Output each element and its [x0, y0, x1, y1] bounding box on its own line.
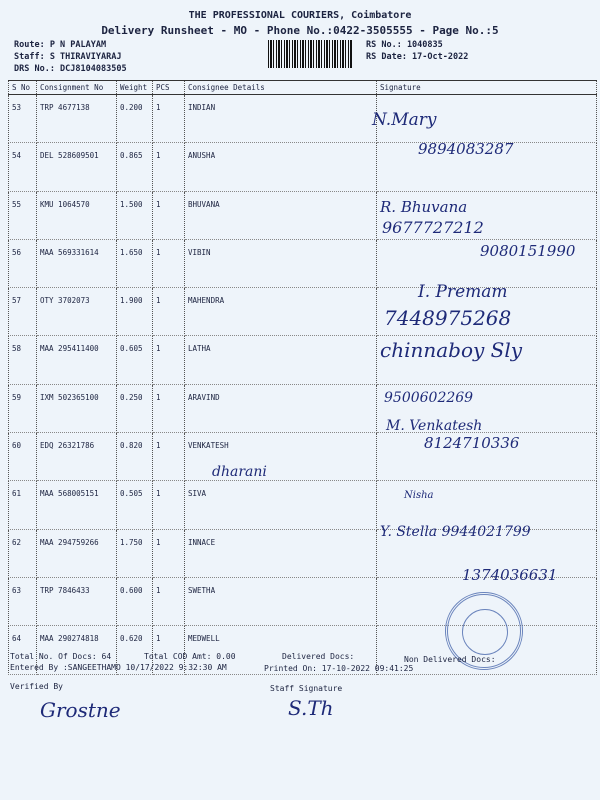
handwritten-signature: I. Premam [418, 282, 508, 302]
delivered-docs: Delivered Docs: [282, 652, 355, 661]
cell-consignee: INDIAN [185, 95, 377, 143]
handwritten-phone: 7448975268 [384, 306, 512, 330]
rs-number: RS No.: 1040835 [366, 40, 443, 50]
cell-pcs: 1 [153, 143, 185, 191]
cell-pcs: 1 [153, 577, 185, 625]
table-row [9, 191, 597, 239]
verified-by-label: Verified By [10, 682, 63, 691]
handwritten-signature: Nisha [404, 490, 434, 501]
consignment-table [8, 80, 597, 675]
cell-weight: 1.750 [117, 529, 153, 577]
cell-consignment: MAA 569331614 [37, 239, 117, 287]
cell-signature [377, 481, 597, 529]
staff-signature-label: Staff Signature [270, 684, 343, 693]
cell-sno: 60 [9, 433, 37, 481]
cell-sno: 57 [9, 288, 37, 336]
cell-sno: 63 [9, 577, 37, 625]
drs-number: DRS No.: DCJ8104083505 [14, 64, 127, 74]
cell-consignee: ANUSHA [185, 143, 377, 191]
table-row [9, 384, 597, 432]
col-consignment: Consignment No [37, 81, 117, 95]
cell-pcs: 1 [153, 529, 185, 577]
cell-weight: 0.600 [117, 577, 153, 625]
cell-consignment: TRP 4677138 [37, 95, 117, 143]
route-label: Route: P N PALAYAM [14, 40, 107, 50]
handwritten-name: dharani [212, 464, 267, 480]
cell-consignee: ARAVIND [185, 384, 377, 432]
cell-consignment: MAA 294759266 [37, 529, 117, 577]
cell-sno: 64 [9, 626, 37, 674]
cell-pcs: 1 [153, 481, 185, 529]
cell-consignment: DEL 528609501 [37, 143, 117, 191]
cell-consignee: INNACE [185, 529, 377, 577]
handwritten-phone: 8124710336 [424, 434, 520, 452]
cell-pcs: 1 [153, 288, 185, 336]
cell-sno: 55 [9, 191, 37, 239]
cell-consignee: VIBIN [185, 239, 377, 287]
cell-consignee: BHUVANA [185, 191, 377, 239]
cell-pcs: 1 [153, 191, 185, 239]
cell-sno: 56 [9, 239, 37, 287]
cell-pcs: 1 [153, 239, 185, 287]
barcode [268, 40, 352, 68]
cell-consignee: MAHENDRA [185, 288, 377, 336]
cell-consignment: MAA 295411400 [37, 336, 117, 384]
cell-consignee: VENKATESH [185, 433, 377, 481]
cell-consignee: SIVA [185, 481, 377, 529]
cell-pcs: 1 [153, 336, 185, 384]
entered-by: Entered By :SANGEETHAMO 10/17/2022 9:32:30 AM [10, 663, 227, 672]
table-row [9, 481, 597, 529]
handwritten-signature: Y. Stella 9944021799 [380, 524, 531, 540]
handwritten-phone: 9677727212 [382, 218, 484, 237]
staff-signature: S.Th [288, 696, 334, 720]
col-signature: Signature [377, 81, 597, 95]
printed-on: Printed On: 17-10-2022 09:41:25 [264, 664, 414, 673]
handwritten-signature: R. Bhuvana [380, 198, 468, 216]
verified-signature: Grostne [40, 698, 121, 722]
cell-consignment: OTY 3702073 [37, 288, 117, 336]
cell-weight: 0.200 [117, 95, 153, 143]
cell-consignee: MEDWELL [185, 626, 377, 674]
cell-pcs: 1 [153, 433, 185, 481]
cell-weight: 0.620 [117, 626, 153, 674]
total-cod: Total COD Amt: 0.00 [144, 652, 236, 661]
col-consignee: Consignee Details [185, 81, 377, 95]
cell-sno: 53 [9, 95, 37, 143]
cell-weight: 1.900 [117, 288, 153, 336]
table-header-row [9, 81, 597, 95]
cell-consignment: TRP 7846433 [37, 577, 117, 625]
cell-consignment: KMU 1064570 [37, 191, 117, 239]
cell-weight: 1.650 [117, 239, 153, 287]
handwritten-signature: N.Mary [372, 110, 437, 130]
rs-date: RS Date: 17-Oct-2022 [366, 52, 469, 62]
cell-consignee: SWETHA [185, 577, 377, 625]
cell-consignment: EDQ 26321786 [37, 433, 117, 481]
handwritten-signature: M. Venkatesh [386, 418, 483, 434]
cell-weight: 0.820 [117, 433, 153, 481]
cell-sno: 62 [9, 529, 37, 577]
col-weight: Weight [117, 81, 153, 95]
table-row [9, 95, 597, 143]
non-delivered-docs: Non Delivered Docs: [404, 655, 496, 664]
cell-weight: 0.865 [117, 143, 153, 191]
runsheet-subtitle: Delivery Runsheet - MO - Phone No.:0422-3505555 - Page No.:5 [101, 24, 499, 37]
handwritten-phone: 9500602269 [384, 390, 474, 406]
cell-sno: 61 [9, 481, 37, 529]
cell-weight: 1.500 [117, 191, 153, 239]
cell-sno: 54 [9, 143, 37, 191]
col-pcs: PCS [153, 81, 185, 95]
staff-label: Staff: S THIRAVIYARAJ [14, 52, 122, 62]
cell-sno: 59 [9, 384, 37, 432]
company-title: THE PROFESSIONAL COURIERS, Coimbatore [188, 10, 412, 21]
cell-consignee: LATHA [185, 336, 377, 384]
total-docs: Total No. Of Docs: 64 [10, 652, 112, 661]
handwritten-signature: chinnaboy Sly [380, 338, 523, 362]
cell-consignment: MAA 290274818 [37, 626, 117, 674]
cell-pcs: 1 [153, 384, 185, 432]
cell-pcs: 1 [153, 95, 185, 143]
cell-weight: 0.250 [117, 384, 153, 432]
cell-pcs: 1 [153, 626, 185, 674]
cell-consignment: IXM 502365100 [37, 384, 117, 432]
cell-weight: 0.605 [117, 336, 153, 384]
handwritten-phone: 9080151990 [480, 242, 576, 260]
handwritten-phone: 1374036631 [462, 566, 558, 584]
cell-consignment: MAA 568005151 [37, 481, 117, 529]
col-sno: S No [9, 81, 37, 95]
handwritten-phone: 9894083287 [418, 140, 514, 158]
cell-weight: 0.505 [117, 481, 153, 529]
cell-sno: 58 [9, 336, 37, 384]
